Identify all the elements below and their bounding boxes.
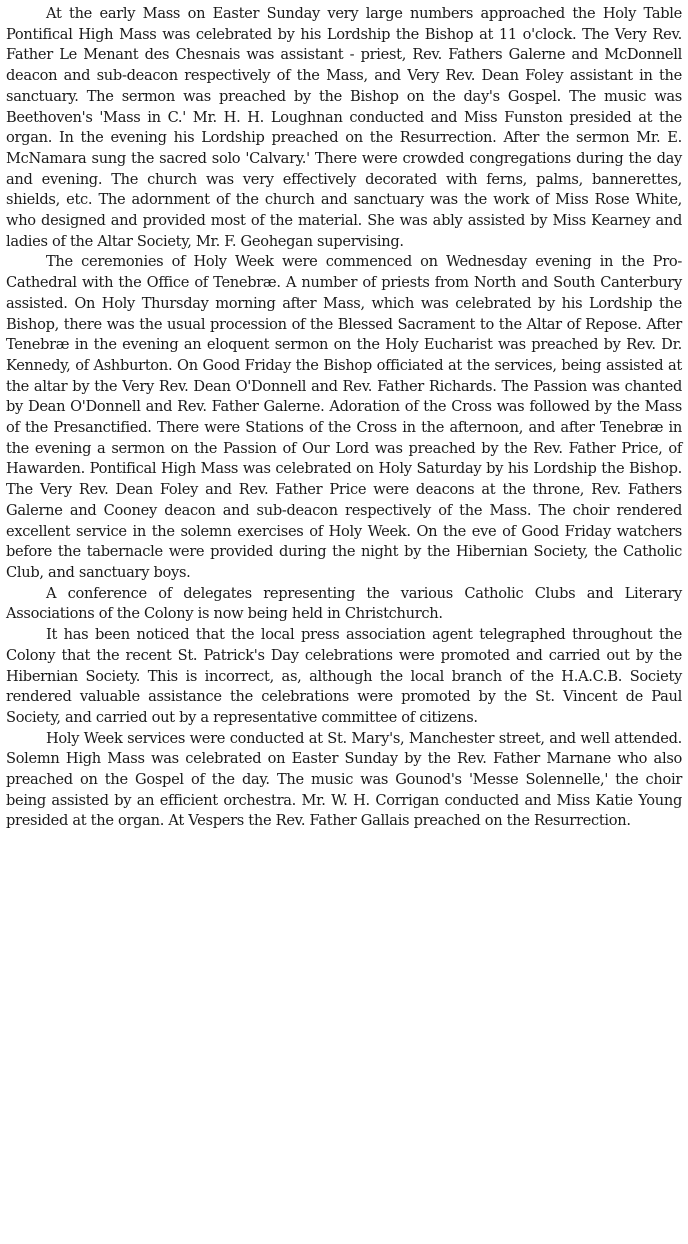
paragraph-st-marys-services: Holy Week services were conducted at St. Mary's, Manchester street, and well attended. Solemn High Mass was celebrated on Easter Sunday by the Rev. Father Marnane who also preached on the Gospel of the day. The music was Gounod's 'Messe Solennelle,' the choir being assisted by an efficient orchestra. Mr. W. H. Corrigan conducted and Miss Katie Young presided at the organ. At Vespers the Rev. Father Gallais preached on the Resurrection.: [6, 729, 682, 830]
paragraph-st-patricks-day-correction: It has been noticed that the local press association agent telegraphed throughout the Colony that the recent St. Patrick's Day celebrations were promoted and carried out by the Hibernian Society. This is incorrect, as, although the local branch of the H.A.C.B. Society rendered valuable assistance the celebrations were promoted by the St. Vincent de Paul Society, and carried out by a representative committee of citizens.: [6, 626, 682, 726]
paragraph-holy-week-ceremonies: The ceremonies of Holy Week were commenced on Wednesday evening in the Pro-Cathedral with the Office of Tenebræ. A number of priests from North and South Canterbury assisted. On Holy Thursday morning after Mass, which was celebrated by his Lordship the Bishop, there was the usual procession of the Blessed Sacrament to the Altar of Repose. After Tenebræ in the evening an eloquent sermon on the Holy Eucharist was preached by Rev. Dr. Kennedy, of Ashburton. On Good Friday the Bishop officiated at the services, being assisted at the altar by the Very Rev. Dean O'Donnell and Rev. Father Richards. The Passion was chanted by Dean O'Donnell and Rev. Father Galerne. Adoration of the Cross was followed by the Mass of the Presanctified. There were Stations of the Cross in the afternoon, and after Tenebræ in the evening a sermon on the Passion of Our Lord was preached by the Rev. Father Price, of Hawarden. Pontifical High Mass was celebrated on Holy Saturday by his Lordship the Bishop. The Very Rev. Dean Foley and Rev. Father Price were deacons at the throne, Rev. Fathers Galerne and Cooney deacon and sub-deacon respectively of the Mass. The choir rendered excellent service in the solemn exercises of Holy Week. On the eve of Good Friday watchers before the tabernacle were provided during the night by the Hibernian Society, the Catholic Club, and sanctuary boys.: [6, 253, 682, 581]
paragraph-catholic-clubs-conference: A conference of delegates representing the various Catholic Clubs and Literary Associations of the Colony is now being held in Christchurch.: [6, 584, 682, 623]
paragraph-easter-sunday: At the early Mass on Easter Sunday very large numbers approached the Holy Table Pontifical High Mass was celebrated by his Lordship the Bishop at 11 o'clock. The Very Rev. Father Le Menant des Chesnais was assistant - priest, Rev. Fathers Galerne and McDonnell deacon and sub-deacon respectively of the Mass, and Very Rev. Dean Foley assistant in the sanctuary. The sermon was preached by the Bishop on the day's Gospel. The music was Beethoven's 'Mass in C.' Mr. H. H. Loughnan conducted and Miss Funston presided at the organ. In the evening his Lordship preached on the Resurrection. After the sermon Mr. E. McNamara sung the sacred solo 'Calvary.' There were crowded congregations during the day and evening. The church was very effectively decorated with ferns, palms, bannerettes, shields, etc. The adornment of the church and sanctuary was the work of Miss Rose White, who designed and provided most of the material. She was ably assisted by Miss Kearney and ladies of the Altar Society, Mr. F. Geohegan supervising.: [6, 5, 682, 250]
